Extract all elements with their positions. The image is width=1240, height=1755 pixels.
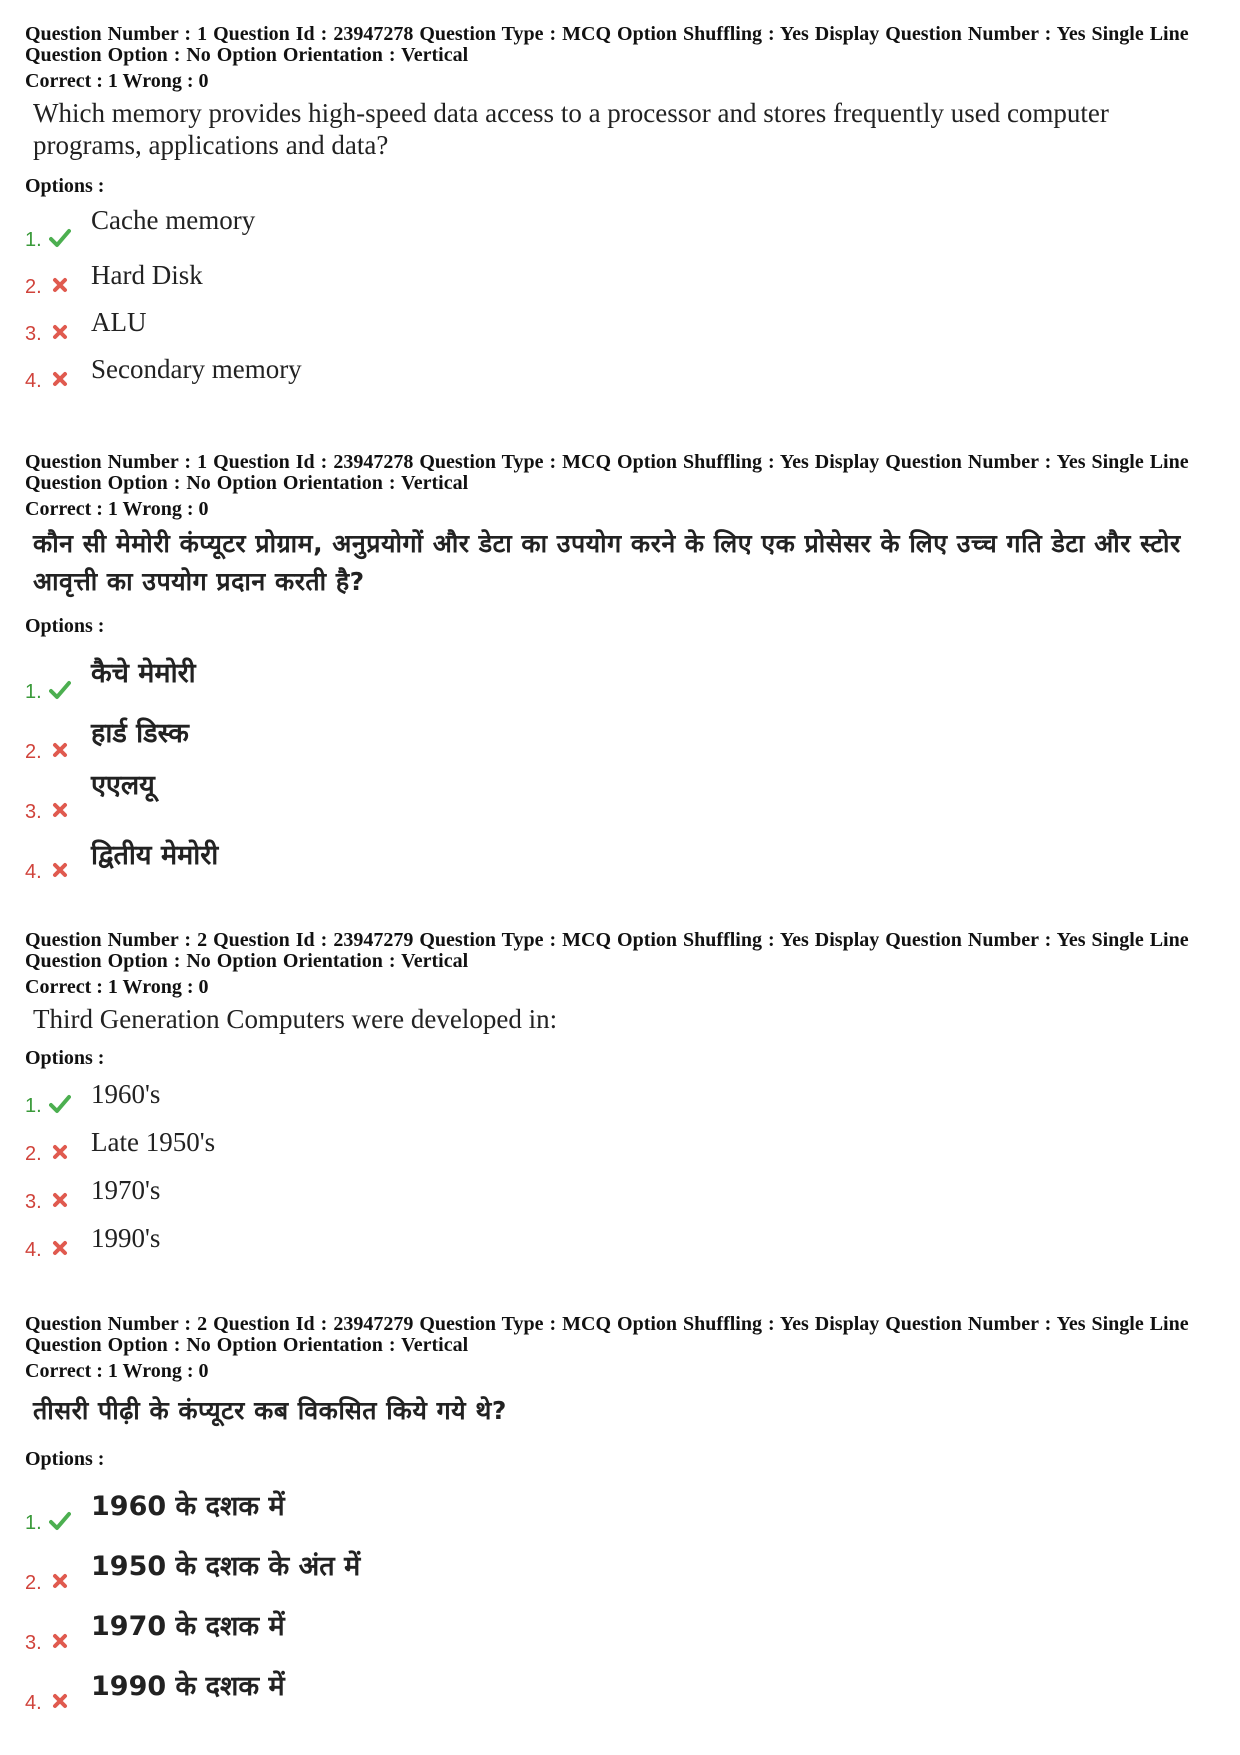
question-text: Third Generation Computers were developed in:: [33, 1004, 558, 1034]
question-meta: Question Number : 2 Question Id : 23947279 Question Type : MCQ Option Shuffling : Yes Display Question Number : Yes Single Line Question Option : No Option Orientation : Vertical: [25, 1313, 1189, 1356]
option-number: 2.: [25, 1143, 42, 1165]
question-block-1: [25, 24, 1220, 395]
option-text: 1970 के दशक में: [91, 1611, 285, 1642]
question-text: तीसरी पीढ़ी के कंप्यूटर कब विकसित किये गये थे?: [33, 1396, 507, 1425]
cross-icon: [49, 800, 71, 820]
cross-icon: [49, 322, 71, 342]
option-4: [25, 348, 1220, 395]
option-2: [25, 706, 1220, 766]
option-text: 1960's: [91, 1079, 161, 1109]
option-number: 2.: [25, 276, 42, 298]
question-block-2: [25, 452, 1220, 886]
cross-icon: [49, 1190, 71, 1210]
marking-scheme: Correct : 1 Wrong : 0: [25, 70, 209, 92]
cross-icon: [49, 1691, 71, 1711]
options-label: Options :: [25, 1047, 105, 1069]
cross-icon: [49, 1142, 71, 1162]
option-3: [25, 301, 1220, 348]
options-label: Options :: [25, 615, 105, 637]
question-meta: Question Number : 1 Question Id : 23947278 Question Type : MCQ Option Shuffling : Yes Display Question Number : Yes Single Line Question Option : No Option Orientation : Vertical: [25, 451, 1189, 494]
option-1: [25, 1477, 1220, 1537]
question-meta: Question Number : 2 Question Id : 23947279 Question Type : MCQ Option Shuffling : Yes Display Question Number : Yes Single Line Question Option : No Option Orientation : Vertical: [25, 929, 1189, 972]
option-2: [25, 254, 1220, 301]
option-number: 3.: [25, 1191, 42, 1213]
option-list: [25, 1477, 1220, 1717]
option-number: 4.: [25, 861, 42, 883]
option-text: 1970's: [91, 1175, 161, 1205]
option-text: एएलयू: [91, 770, 155, 801]
check-icon: [49, 228, 71, 248]
option-1: [25, 1072, 1220, 1120]
option-number: 3.: [25, 1632, 42, 1654]
cross-icon: [49, 1571, 71, 1591]
option-number: 1.: [25, 1095, 42, 1117]
option-1: [25, 646, 1220, 706]
option-number: 1.: [25, 1512, 42, 1534]
option-4: [25, 1216, 1220, 1264]
cross-icon: [49, 1631, 71, 1651]
option-list: [25, 646, 1220, 886]
question-text: कौन सी मेमोरी कंप्यूटर प्रोग्राम, अनुप्रयोगों और डेटा का उपयोग करने के लिए एक प्रोसेसर के लिए उच्च गति डेटा और स्टोर आवृत्ती का उपयोग प्रदान करती है?: [33, 529, 1181, 596]
option-text: Secondary memory: [91, 354, 302, 384]
option-2: [25, 1537, 1220, 1597]
option-text: 1950 के दशक के अंत में: [91, 1551, 361, 1582]
option-text: कैचे मेमोरी: [91, 658, 196, 689]
option-2: [25, 1120, 1220, 1168]
option-4: [25, 826, 1220, 886]
cross-icon: [49, 369, 71, 389]
question-block-4: [25, 1314, 1220, 1717]
marking-scheme: Correct : 1 Wrong : 0: [25, 976, 209, 998]
option-1: [25, 202, 1220, 254]
option-text: द्वितीय मेमोरी: [91, 840, 219, 871]
cross-icon: [49, 1238, 71, 1258]
option-text: Hard Disk: [91, 260, 203, 290]
check-icon: [49, 680, 71, 700]
option-text: हार्ड डिस्क: [91, 718, 189, 749]
marking-scheme: Correct : 1 Wrong : 0: [25, 1360, 209, 1382]
option-number: 2.: [25, 1572, 42, 1594]
option-3: [25, 766, 1220, 826]
option-text: 1990 के दशक में: [91, 1671, 285, 1702]
option-3: [25, 1168, 1220, 1216]
option-text: Late 1950's: [91, 1127, 216, 1157]
marking-scheme: Correct : 1 Wrong : 0: [25, 498, 209, 520]
option-number: 1.: [25, 681, 42, 703]
question-meta: Question Number : 1 Question Id : 23947278 Question Type : MCQ Option Shuffling : Yes Display Question Number : Yes Single Line Question Option : No Option Orientation : Vertical: [25, 23, 1189, 66]
option-text: Cache memory: [91, 205, 256, 235]
option-number: 2.: [25, 741, 42, 763]
option-list: [25, 1072, 1220, 1264]
question-text: Which memory provides high-speed data access to a processor and stores frequently used computer programs, applications and data?: [33, 98, 1109, 160]
option-text: ALU: [91, 307, 147, 337]
option-4: [25, 1657, 1220, 1717]
options-label: Options :: [25, 175, 105, 197]
option-number: 1.: [25, 229, 42, 251]
option-3: [25, 1597, 1220, 1657]
cross-icon: [49, 860, 71, 880]
question-block-3: [25, 930, 1220, 1264]
option-number: 4.: [25, 370, 42, 392]
options-label: Options :: [25, 1448, 105, 1470]
option-text: 1960 के दशक में: [91, 1491, 285, 1522]
option-number: 3.: [25, 323, 42, 345]
cross-icon: [49, 275, 71, 295]
check-icon: [49, 1511, 71, 1531]
check-icon: [49, 1094, 71, 1114]
option-list: [25, 202, 1220, 395]
option-number: 3.: [25, 801, 42, 823]
option-text: 1990's: [91, 1223, 161, 1253]
option-number: 4.: [25, 1692, 42, 1714]
cross-icon: [49, 740, 71, 760]
option-number: 4.: [25, 1239, 42, 1261]
